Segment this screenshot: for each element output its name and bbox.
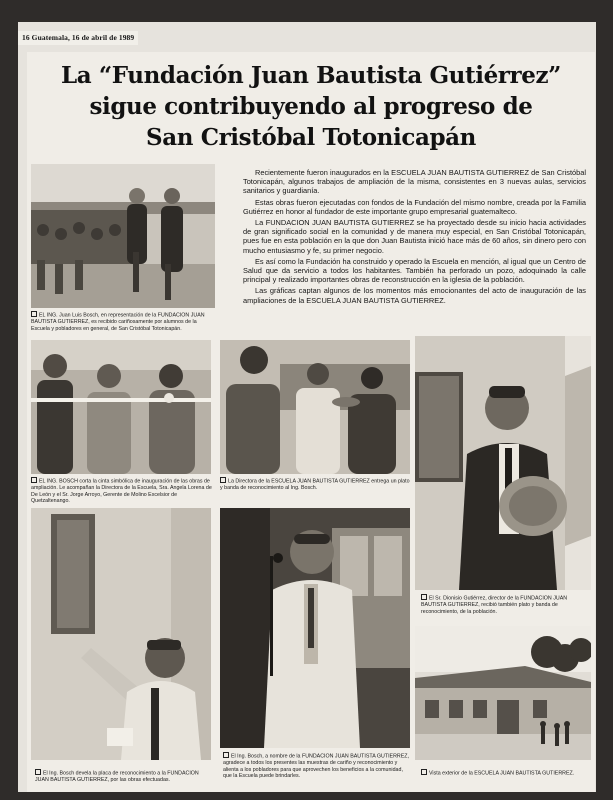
- article-paragraph: Es así como la Fundación ha construido y operado la Escuela en mención, al igual que un Centro de Salud que da servicio a todos los habitantes. También ha perforado un pozo, adoquinado la calle principal y realizado importantes obras de reconstrucción en la iglesia de la población.: [243, 256, 586, 285]
- caption-marker-icon: [35, 769, 41, 775]
- photo-welcome-crowd: [31, 164, 215, 308]
- caption-marker-icon: [223, 752, 229, 758]
- caption-text: El Ing. Bosch, a nombre de la FUNDACION JUAN BAUTISTA GUTIERREZ, agradece a todos los presentes las muestras de cariño y reconocimiento y alienta a los pobladores para que aprovechen los beneficios a la comunidad, que la Escuela puede brindarles.: [223, 753, 409, 780]
- article-body: [243, 168, 586, 307]
- caption-exterior: [421, 769, 589, 777]
- headline: [27, 60, 595, 153]
- caption-text: EL ING. BOSCH corta la cinta simbólica de inauguración de las obras de ampliación. Le acompañan la Directora de la Escuela, Sra. Angela Lorena de De León y el Sr. Jorge Arroyo, Gerente de Molino Excelsior de Quetzaltenango.: [31, 478, 212, 505]
- photo-speech: [220, 508, 410, 748]
- headline-line-2: sigue contribuyendo al progreso de: [89, 93, 533, 120]
- article-paragraph: Estas obras fueron ejecutadas con fondos de la Fundación del mismo nombre, creada por la Familia Gutiérrez en honor al fundador de este importante grupo empresarial guatemalteco.: [243, 197, 586, 216]
- photo-school-exterior: [415, 626, 591, 760]
- caption-plaque: [35, 769, 213, 784]
- caption-marker-icon: [31, 311, 37, 317]
- caption-marker-icon: [421, 594, 427, 600]
- caption-text: El Sr. Dionisio Gutiérrez, director de la FUNDACION JUAN BAUTISTA GUTIERREZ, recibió también plato y banda de reconocimiento, de la población.: [421, 595, 568, 615]
- caption-marker-icon: [421, 769, 427, 775]
- caption-plate: [220, 477, 410, 492]
- page-folio: 16 Guatemala, 16 de abril de 1989: [18, 31, 138, 45]
- caption-ribbon: [31, 477, 213, 505]
- caption-welcome: [31, 311, 215, 332]
- headline-line-3: San Cristóbal Totonicapán: [146, 124, 476, 151]
- article-paragraph: Recientemente fueron inaugurados en la ESCUELA JUAN BAUTISTA GUTIERREZ de San Cristóbal Totonicapán, algunos trabajos de ampliación de la misma, consistentes en 3 nuevas aulas, servicios sanitarios y guardianía.: [243, 168, 586, 196]
- photo-ribbon-cutting: [31, 340, 211, 474]
- caption-speech: [223, 752, 409, 780]
- caption-director: [421, 594, 589, 615]
- caption-text: La Directora de la ESCUELA JUAN BAUTISTA GUTIERREZ entrega un plato y banda de reconocimiento al Ing. Bosch.: [220, 478, 410, 492]
- article-paragraph: Las gráficas captan algunos de los momentos más emocionantes del acto de inauguración de las ampliaciones de la ESCUELA JUAN BAUTISTA GUTIERREZ.: [243, 286, 586, 305]
- caption-marker-icon: [220, 477, 226, 483]
- caption-text: El Ing. Bosch devela la placa de reconocimiento a la FUNDACION JUAN BAUTISTA GUTIERREZ, por las obras efectuadas.: [35, 770, 199, 784]
- caption-text: Vista exterior de la ESCUELA JUAN BAUTISTA GUTIERREZ.: [429, 770, 575, 777]
- photo-plaque-unveiling: [31, 508, 211, 760]
- photo-director-portrait: [415, 336, 591, 590]
- article-paragraph: La FUNDACION JUAN BAUTISTA GUTIERREZ se ha proyectado desde su inicio hacia actividades de gran significado social en la comunidad y de manera muy especial, en San Cristóbal Totonicapán, pues fue en esta población en la que don Juan Bautista inició hace más de 60 años, sin dinero pero con mucho entusiasmo y fe, su primer negocio.: [243, 218, 586, 255]
- caption-marker-icon: [31, 477, 37, 483]
- headline-line-1: La “Fundación Juan Bautista Gutiérrez”: [61, 62, 561, 89]
- clipping-page: [27, 52, 595, 792]
- caption-text: EL ING. Juan Luis Bosch, en representación de la FUNDACION JUAN BAUTISTA GUTIERREZ, es recibido cariñosamente por alumnos de la Escuela y pobladores en general, de San Cristóbal Totonicapán.: [31, 312, 205, 332]
- photo-plate-presentation: [220, 340, 410, 474]
